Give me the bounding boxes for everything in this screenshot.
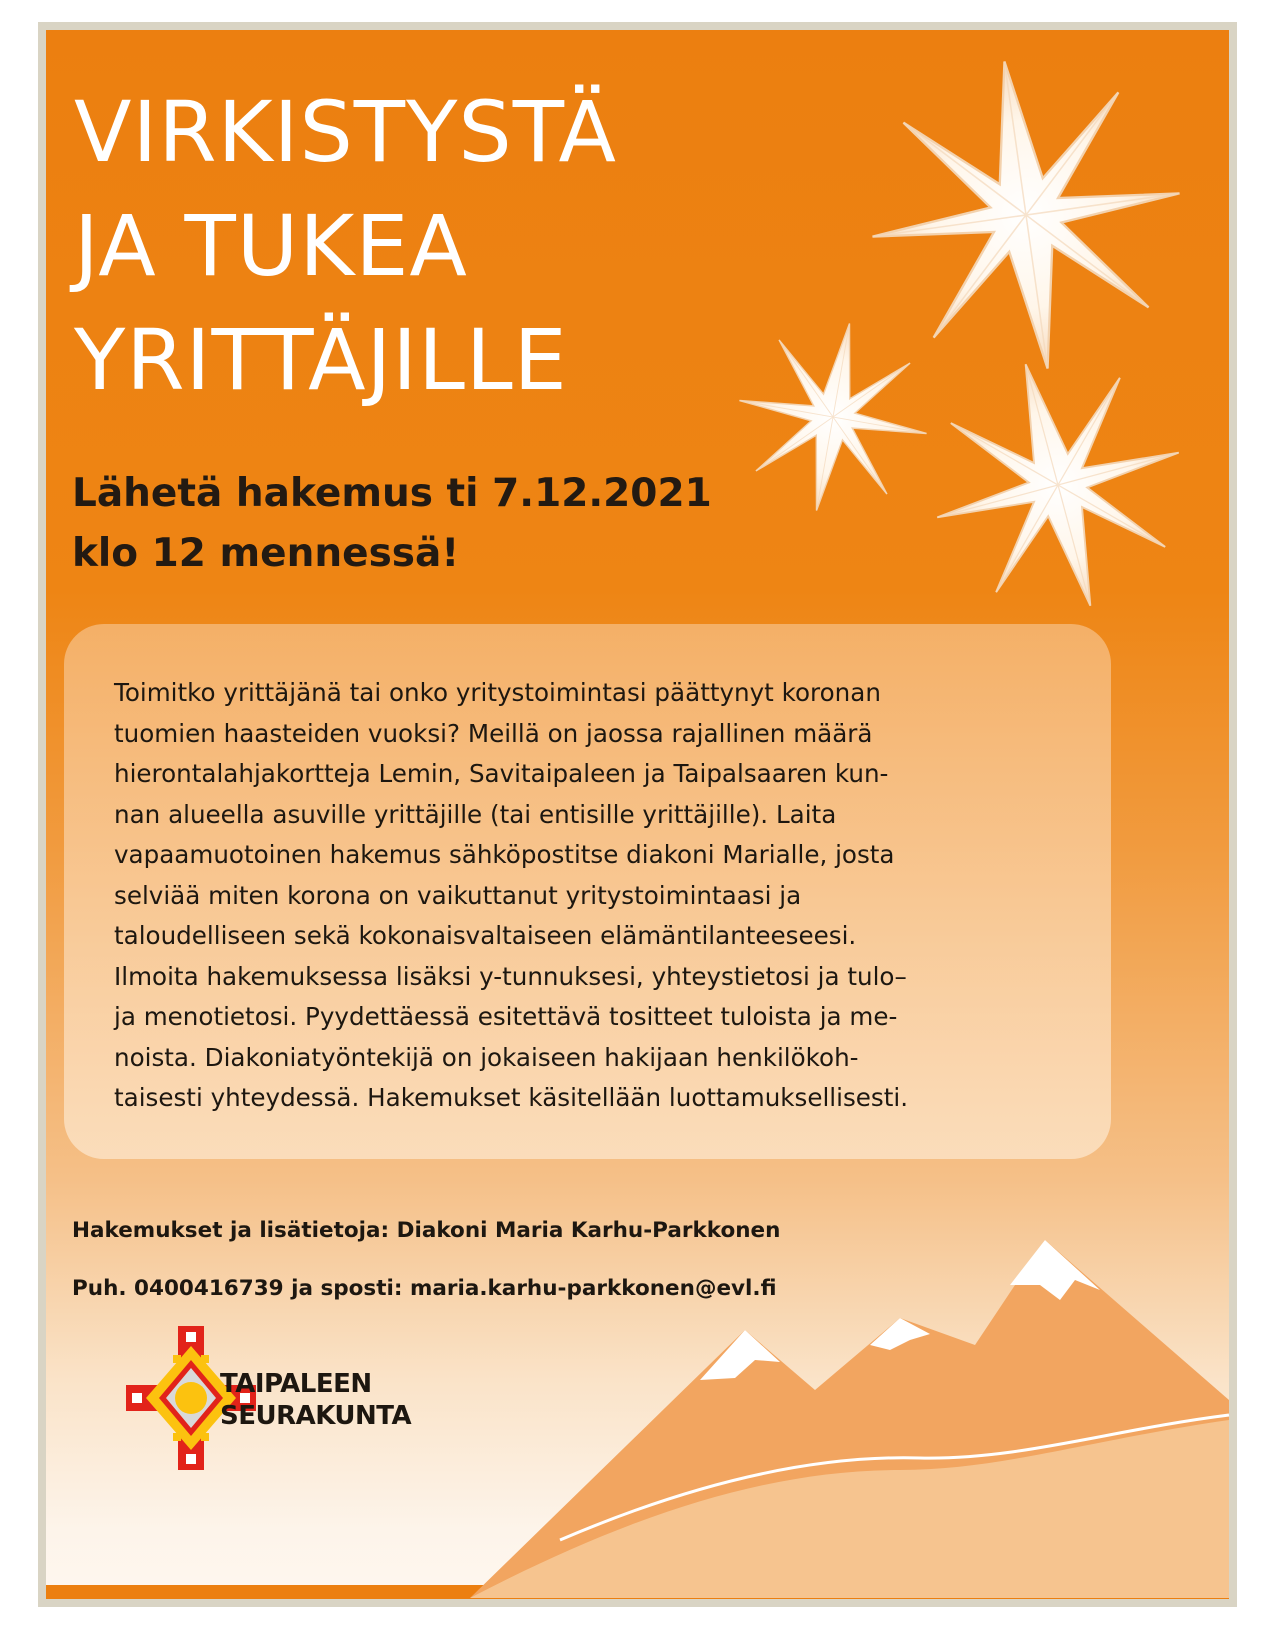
body-line: noista. Diakoniatyöntekijä on jokaiseen hakijaan henkilökoh- [114, 1042, 859, 1072]
title-line-3: YRITTÄJILLE [74, 311, 568, 409]
body-line: vapaamuotoinen hakemus sähköpostitse diakoni Marialle, josta [114, 840, 895, 869]
body-text [114, 673, 1069, 1119]
poster-title [74, 75, 617, 417]
body-line: Toimitko yrittäjänä tai onko yritystoimintasi päättynyt koronan [114, 678, 881, 707]
parish-name [220, 1368, 411, 1432]
body-line: ja menotietosi. Pyydettäessä esitettävä tositteet tuloista ja me- [114, 1002, 898, 1031]
body-line: nan alueella asuville yrittäjille (tai entisille yrittäjille). Laita [114, 799, 837, 829]
body-line: taloudelliseen sekä kokonaisvaltaiseen elämäntilanteeseesi. [114, 921, 857, 950]
parish-name-line-1: TAIPALEEN [220, 1369, 372, 1399]
body-line: hierontalahjakortteja Lemin, Savitaipaleen ja Taipalsaaren kun- [114, 759, 889, 788]
deadline [72, 464, 712, 584]
deadline-line-1: Lähetä hakemus ti 7.12.2021 [72, 471, 712, 516]
contact-phone-email: Puh. 0400416739 ja sposti: maria.karhu-parkkonen@evl.fi [72, 1276, 777, 1301]
deadline-line-2: klo 12 mennessä! [72, 531, 460, 576]
body-line: Ilmoita hakemuksessa lisäksi y-tunnuksesi, yhteystietosi ja tulo– [114, 961, 907, 991]
body-line: selviää miten korona on vaikuttanut yritystoimintaasi ja [114, 880, 802, 910]
contact-person: Hakemukset ja lisätietoja: Diakoni Maria Karhu-Parkkonen [72, 1218, 781, 1243]
body-line: tuomien haasteiden vuoksi? Meillä on jaossa rajallinen määrä [114, 718, 873, 748]
parish-name-line-2: SEURAKUNTA [220, 1401, 412, 1431]
body-line: taisesti yhteydessä. Hakemukset käsitellään luottamuksellisesti. [114, 1083, 909, 1112]
title-line-2: JA TUKEA [74, 197, 468, 295]
title-line-1: VIRKISTYSTÄ [74, 83, 617, 181]
